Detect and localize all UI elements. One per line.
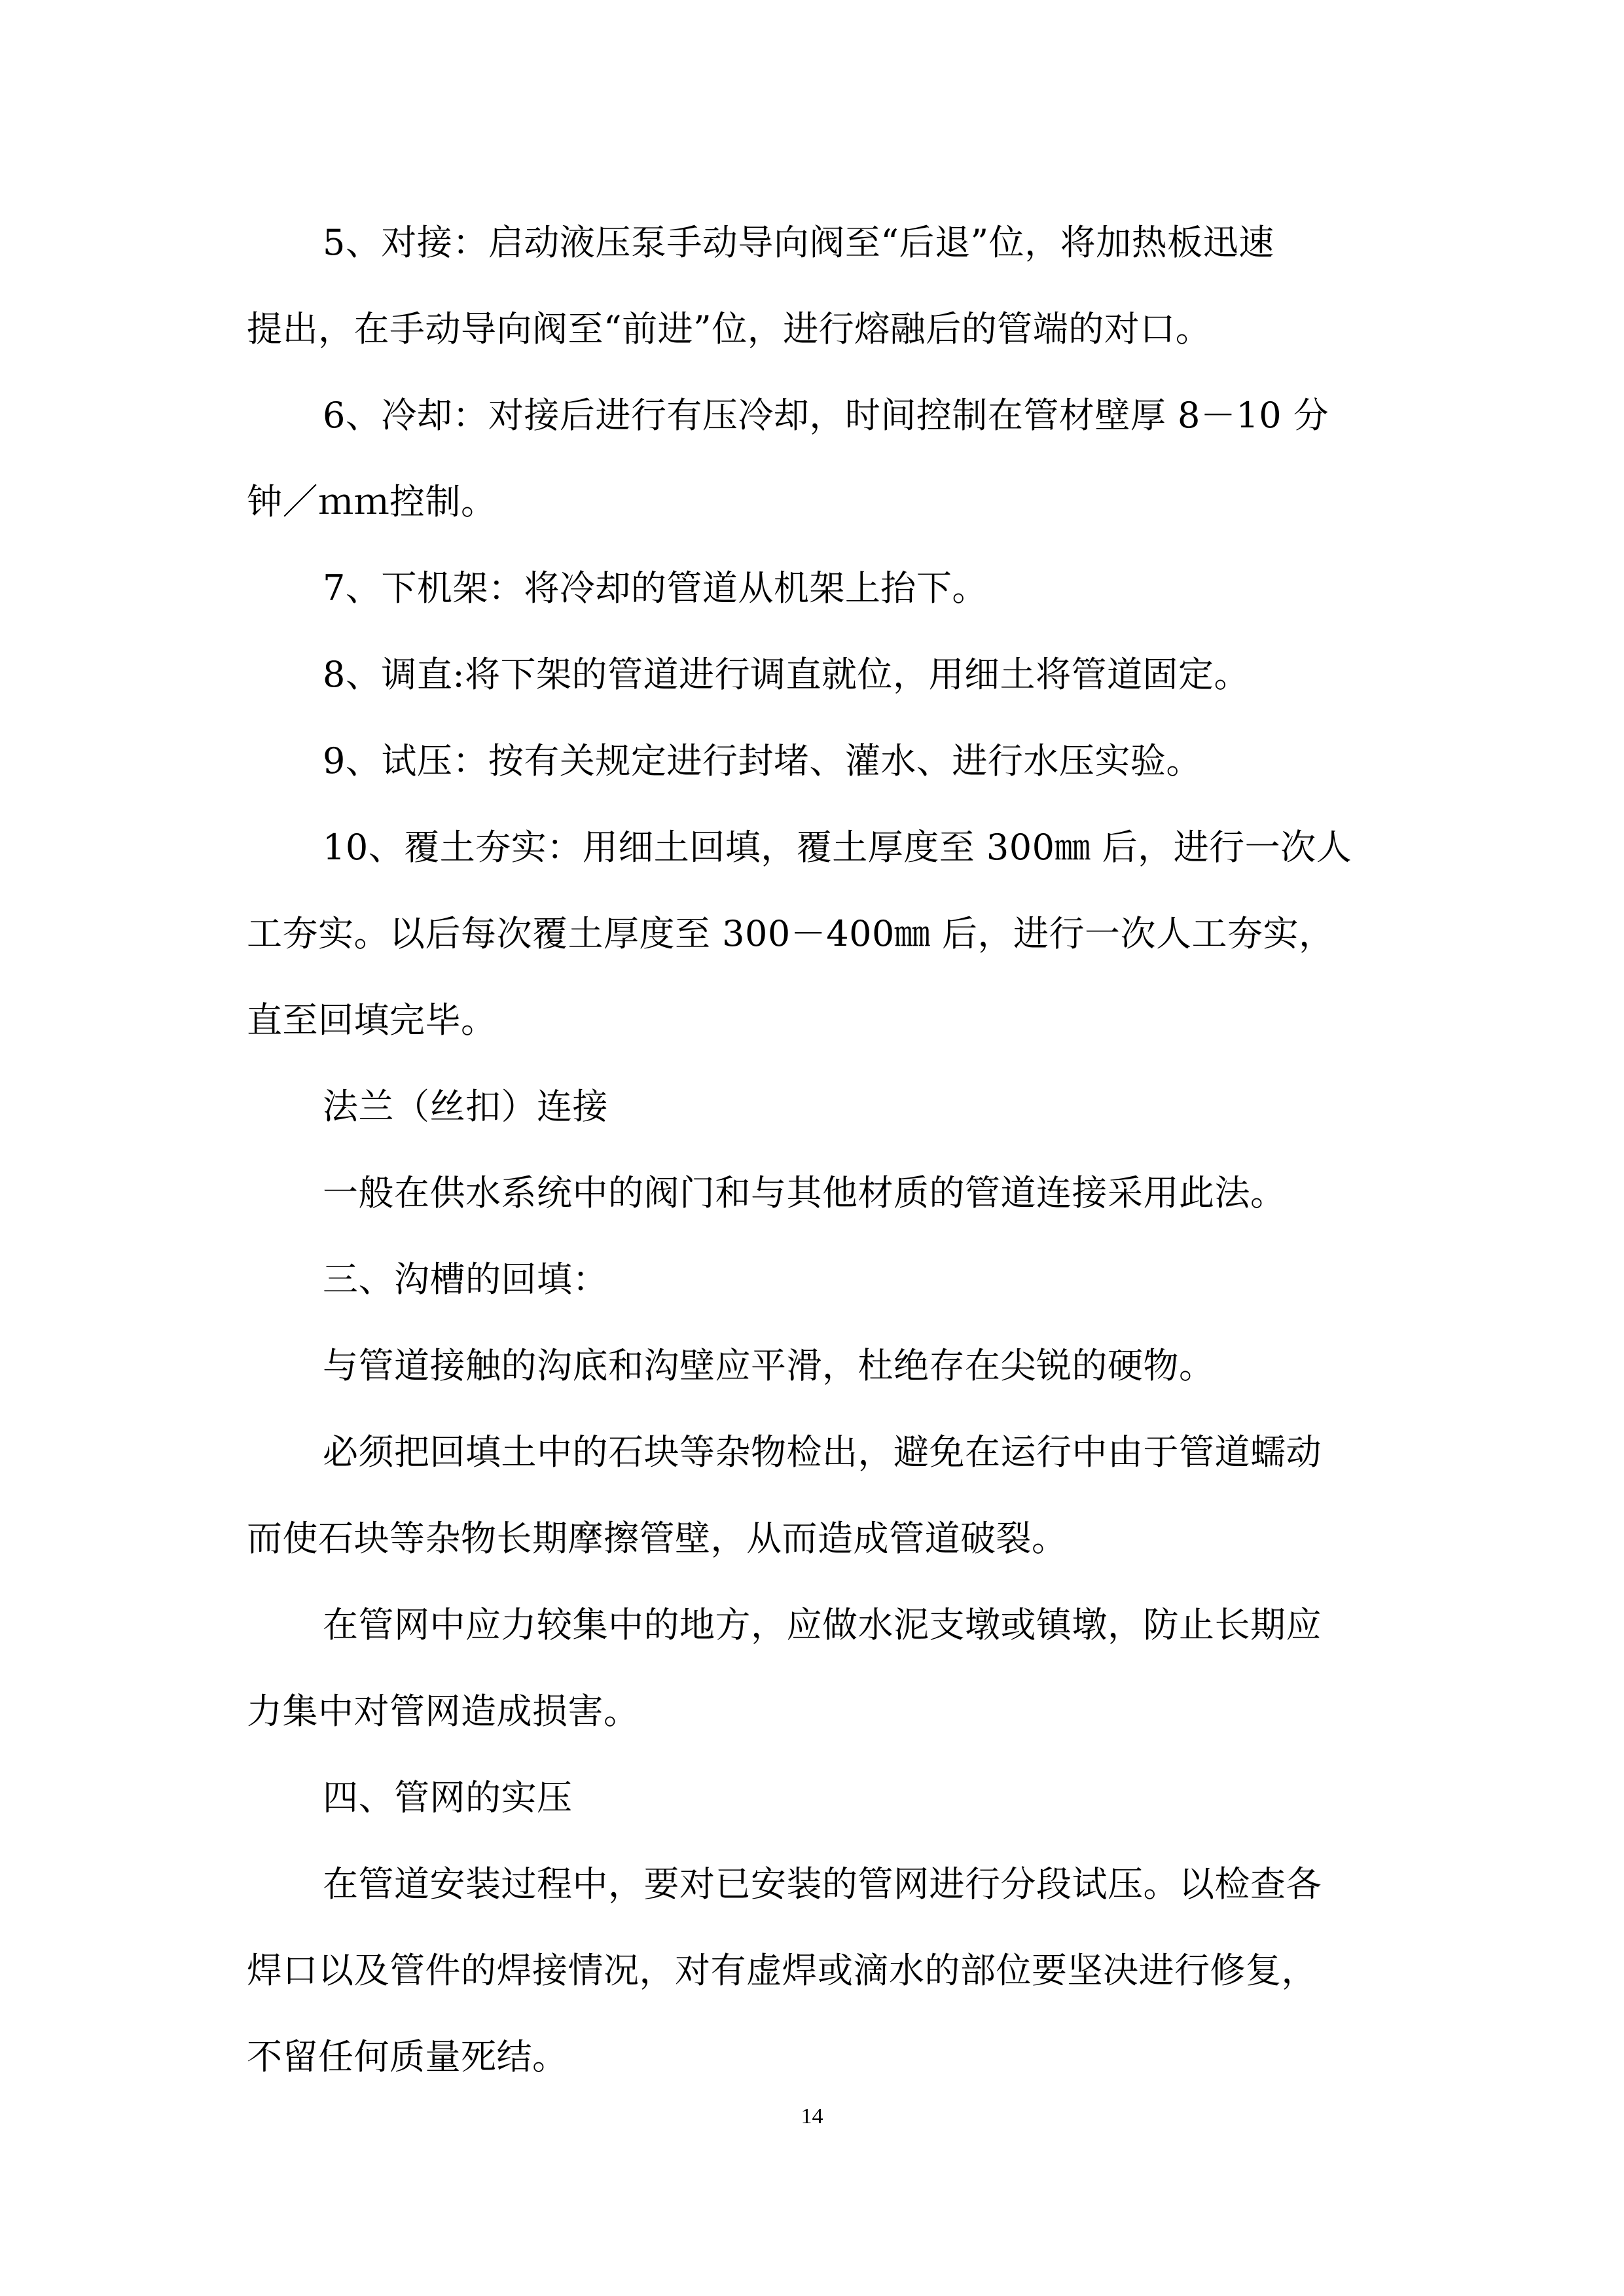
text-line: 10、覆土夯实：用细土回填，覆土厚度至 300㎜ 后，进行一次人 [323,827,1352,868]
text-line: 提出，在手动导向阀至“前进”位，进行熔融后的管端的对口。 [247,308,1212,350]
text-line: 力集中对管网造成损害。 [247,1691,640,1732]
text-line: 工夯实。以后每次覆土厚度至 300－400㎜ 后，进行一次人工夯实， [247,913,1335,954]
text-line: 8、调直:将下架的管道进行调直就位，用细土将管道固定。 [323,654,1250,695]
text-line: 5、对接：启动液压泵手动导向阀至“后退”位，将加热板迅速 [323,222,1274,263]
text-line: 钟／ｍｍ控制。 [247,481,497,522]
section-heading: 四、管网的实压 [323,1777,573,1818]
text-line: 而使石块等杂物长期摩擦管壁，从而造成管道破裂。 [247,1518,1068,1559]
text-line: 7、下机架：将冷却的管道从机架上抬下。 [323,567,988,609]
text-line: 焊口以及管件的焊接情况，对有虚焊或滴水的部位要坚决进行修复， [247,1950,1317,1991]
section-heading: 法兰（丝扣）连接 [323,1086,608,1127]
text-line: 必须把回填土中的石块等杂物检出，避免在运行中由于管道蠕动 [323,1431,1322,1473]
text-line: 与管道接触的沟底和沟壁应平滑，杜绝存在尖锐的硬物。 [323,1345,1215,1386]
text-line: 不留任何质量死结。 [247,2036,568,2077]
text-line: 直至回填完毕。 [247,999,497,1041]
section-heading: 三、沟槽的回填： [323,1259,608,1300]
text-line: 6、冷却：对接后进行有压冷却，时间控制在管材壁厚 8－10 分 [323,395,1329,436]
text-line: 9、试压：按有关规定进行封堵、灌水、进行水压实验。 [323,740,1202,781]
text-line: 在管网中应力较集中的地方，应做水泥支墩或镇墩，防止长期应 [323,1604,1322,1645]
page-number: 14 [801,2104,823,2128]
text-line: 一般在供水系统中的阀门和与其他材质的管道连接采用此法。 [323,1172,1286,1213]
text-line: 在管道安装过程中，要对已安装的管网进行分段试压。以检查各 [323,1863,1322,1905]
